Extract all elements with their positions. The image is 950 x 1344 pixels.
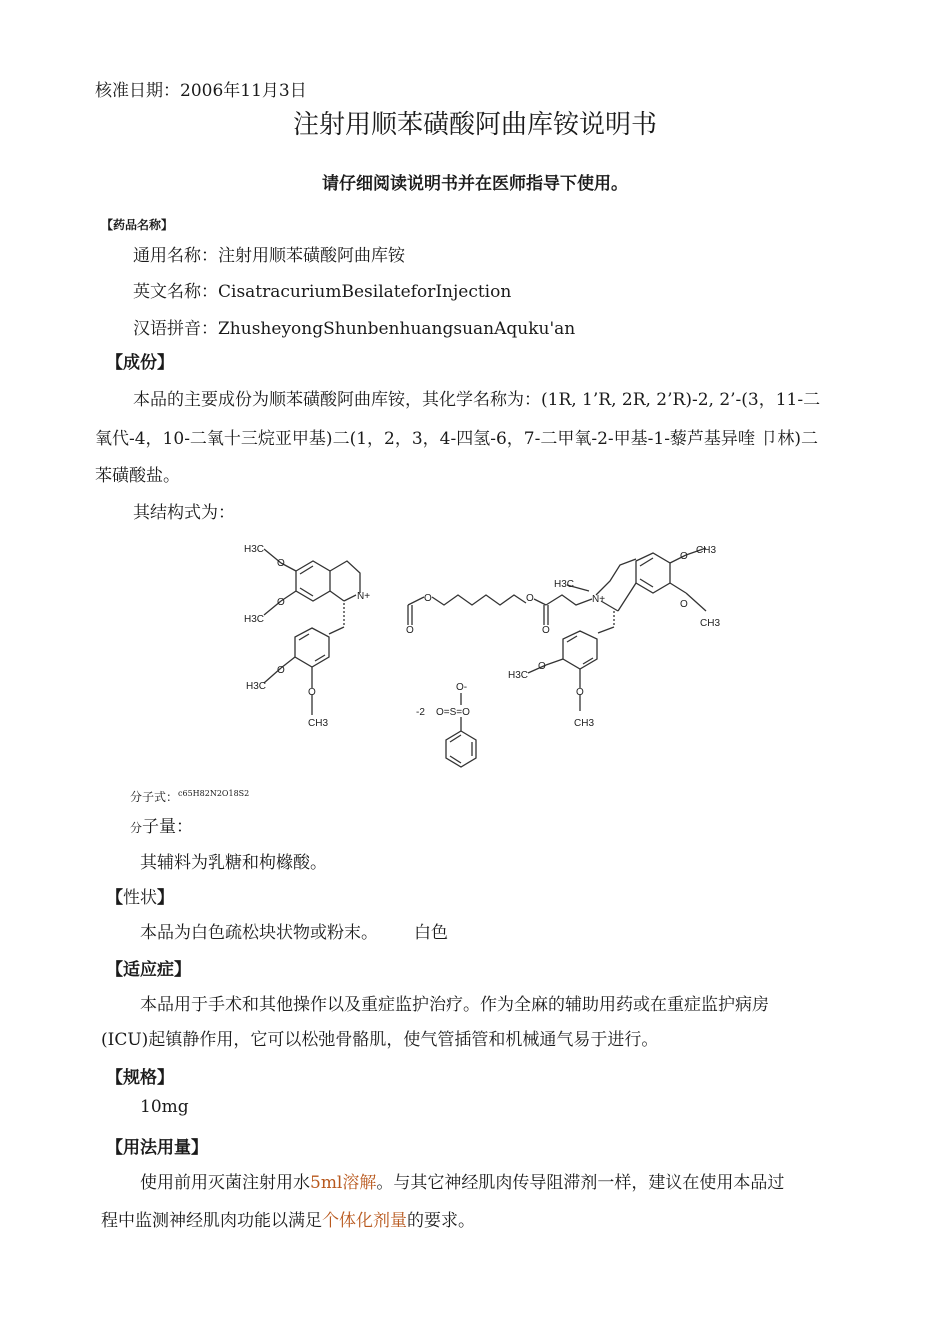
structural-formula-diagram — [236, 533, 726, 778]
atom-o-5: O — [406, 625, 414, 636]
pinyin-name: 汉语拼音：ZhusheyongShunbenhuangsuanAquku'an — [133, 319, 576, 339]
excipients: 其辅料为乳糖和枸橼酸。 — [140, 853, 327, 873]
formula-prefix: 分子式： — [130, 790, 179, 804]
dosage-highlight-volume: 5ml溶解 — [310, 1173, 377, 1193]
composition-line-2: 氧代-4，10-二氧十三烷亚甲基)二(1，2，3，4-四氢-6，7-二甲氧-2-甲基-1-藜芦基异喹 卩林)二 — [95, 429, 818, 449]
mw-label: 子量： — [142, 817, 194, 837]
english-name: 英文名称：CisatracuriumBesilateforInjection — [133, 282, 512, 302]
mw-prefix: 分 — [130, 821, 143, 835]
specification-value: 10mg — [140, 1097, 189, 1117]
label-ch3-3: CH3 — [700, 618, 721, 629]
label-h3c-5: H3C — [508, 670, 529, 681]
atom-o-1: O — [277, 558, 285, 569]
molecular-weight — [130, 812, 193, 837]
dosage-line-1-c: 。与其它神经肌肉传导阻滞剂一样，建议在使用本品过 — [376, 1173, 785, 1193]
dosage-line-2-a: 程中监测神经肌肉功能以满足 — [101, 1211, 322, 1231]
section-heading-specification: 【规格】 — [106, 1068, 174, 1088]
formula-value: c65H82N2O18S2 — [178, 789, 250, 798]
heading-bracket-open: 【 — [106, 888, 123, 908]
label-h3c-3: H3C — [246, 681, 267, 692]
indications-line-1: 本品用于手术和其他操作以及重症监护治疗。作为全麻的辅助用药或在重症监护病房 — [140, 995, 769, 1015]
structure-label: 其结构式为： — [133, 503, 235, 523]
label-h3c-2: H3C — [244, 614, 265, 625]
label-n-plus-2: N+ — [592, 594, 606, 605]
heading-bracket-close: 】 — [157, 888, 174, 908]
composition-line-1: 本品的主要成份为顺苯磺酸阿曲库铵，其化学名称为：(1R, 1’R, 2R, 2’R)-2, 2’-(3，11-二 — [133, 390, 821, 410]
section-heading-description — [106, 883, 174, 908]
section-heading-drug-name: 【药品名称】 — [101, 218, 174, 232]
atom-o-8: O — [542, 625, 550, 636]
atom-o-6: O — [424, 593, 432, 604]
atom-o-7: O — [526, 593, 534, 604]
benzenesulfonate — [446, 693, 476, 767]
label-ch3-2: CH3 — [696, 545, 717, 556]
description-text: 本品为白色疏松块状物或粉末。 — [140, 923, 378, 943]
section-heading-dosage: 【用法用量】 — [106, 1138, 208, 1158]
dosage-line-1-a: 使用前用灭菌注射用水 — [140, 1173, 310, 1193]
dosage-line-2-c: 的要求。 — [407, 1211, 475, 1231]
label-ch3-4: CH3 — [574, 718, 595, 729]
description-fragment: 白色 — [414, 923, 448, 943]
label-sulfonate: O=S=O — [436, 707, 470, 718]
generic-name: 通用名称：注射用顺苯磺酸阿曲库铵 — [133, 246, 405, 266]
molecular-formula — [130, 788, 249, 805]
approval-date: 核准日期：2006年11月3日 — [95, 81, 307, 101]
atom-o-11: O — [538, 661, 546, 672]
atom-o-12: O — [576, 687, 584, 698]
atom-o-9: O — [680, 551, 688, 562]
right-isoquinoline — [528, 548, 706, 711]
atom-o-3: O — [277, 665, 285, 676]
heading-text: 性状 — [123, 888, 157, 908]
document-subtitle: 请仔细阅读说明书并在医师指导下使用。 — [322, 174, 628, 194]
atom-o-2: O — [277, 597, 285, 608]
atom-o-10: O — [680, 599, 688, 610]
section-heading-composition: 【成份】 — [106, 353, 174, 373]
label-o-minus: O- — [456, 682, 468, 693]
label-coefficient: -2 — [416, 707, 425, 718]
dosage-line-1 — [140, 1168, 784, 1193]
label-ch3-1: CH3 — [308, 718, 329, 729]
atom-o-4: O — [308, 687, 316, 698]
label-h3c-4: H3C — [554, 579, 575, 590]
document-title: 注射用顺苯磺酸阿曲库铵说明书 — [292, 110, 657, 140]
composition-line-3: 苯磺酸盐。 — [95, 466, 180, 486]
section-heading-indications: 【适应症】 — [106, 960, 191, 980]
dosage-highlight-individual: 个体化剂量 — [322, 1211, 407, 1231]
indications-line-2: (ICU)起镇静作用，它可以松弛骨骼肌，使气管插管和机械通气易于进行。 — [101, 1030, 659, 1050]
label-n-plus-1: N+ — [357, 591, 371, 602]
dosage-line-2 — [101, 1206, 475, 1231]
label-h3c-1: H3C — [244, 544, 265, 555]
ester-linker-chain — [408, 595, 592, 625]
